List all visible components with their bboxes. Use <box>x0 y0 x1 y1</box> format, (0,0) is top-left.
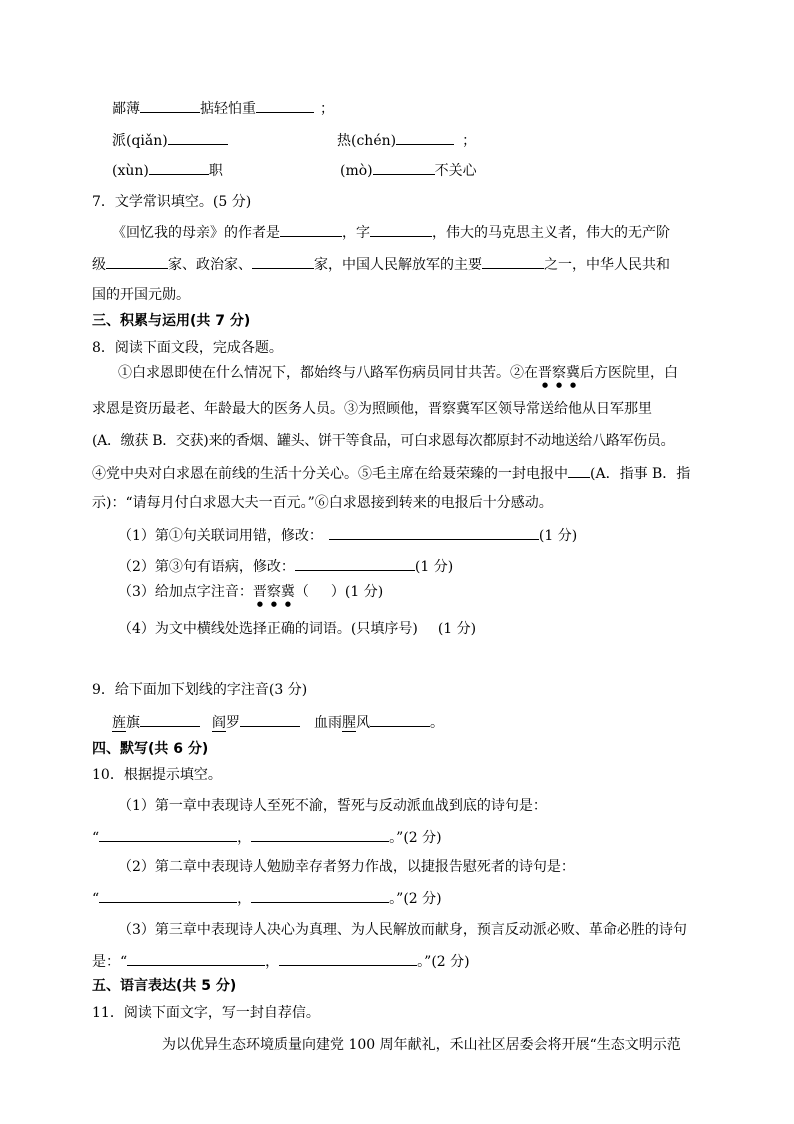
q7-line-1 <box>112 223 670 242</box>
q6-word-buguanxin: 不关心 <box>434 163 477 179</box>
q8-text: (A．指事 B．指 <box>590 466 691 482</box>
punct: ； <box>320 101 334 117</box>
q10-title: 10．根据提示填空。 <box>92 767 222 783</box>
answer-blank[interactable] <box>568 464 590 478</box>
q8-sub-text: （1）第①句关联词用错，修改： <box>118 528 323 544</box>
q6-row-3 <box>112 161 223 180</box>
answer-blank[interactable] <box>279 952 417 966</box>
quote: “ <box>92 830 100 846</box>
q6-word-zhi: 职 <box>208 163 223 179</box>
answer-blank[interactable] <box>240 713 300 727</box>
q10-blank-line-2 <box>92 889 442 908</box>
q11-title: 11．阅读下面文字，写一封自荐信。 <box>92 1005 320 1021</box>
q6-row-2 <box>112 131 228 150</box>
score: ）(1 分) <box>330 584 384 600</box>
q8-para-line-4 <box>92 464 690 483</box>
q7-text: ，伟大的马克思主义者，伟大的无产阶 <box>432 225 670 241</box>
answer-blank[interactable] <box>99 889 237 903</box>
q6-row-3b <box>340 161 477 180</box>
q8-sub-1 <box>118 526 577 545</box>
q7-text: 《回忆我的母亲》的作者是 <box>112 225 280 241</box>
q6-word-xun: (xùn) <box>112 163 149 179</box>
q8-title: 8．阅读下面文段，完成各题。 <box>92 340 283 356</box>
answer-blank[interactable] <box>280 223 342 237</box>
answer-blank[interactable] <box>99 828 237 842</box>
q10-sub-1: （1）第一章中表现诗人至死不渝，誓死与反动派血战到底的诗句是： <box>118 798 547 814</box>
punct: 。 <box>430 715 444 731</box>
score: 。”(2 分) <box>389 830 442 846</box>
dotted-word: 晋察冀 <box>538 365 580 381</box>
section-5-heading: 五、语言表达(共 5 分) <box>92 978 237 994</box>
answer-blank[interactable] <box>482 255 544 269</box>
q9-text: 血雨 <box>314 715 342 731</box>
punct: ， <box>265 954 280 970</box>
q6-row-2b <box>337 131 476 150</box>
answer-blank[interactable] <box>256 99 314 113</box>
score: 。”(2 分) <box>417 954 470 970</box>
section-4-heading: 四、默写(共 6 分) <box>92 741 209 757</box>
q10-blank-line-1 <box>92 828 442 847</box>
q9-text: 旗 <box>126 715 140 731</box>
q7-text: ，字 <box>342 225 370 241</box>
q6-word-mo: (mò) <box>340 163 373 179</box>
q7-title: 7．文学常识填空。(5 分) <box>92 194 252 210</box>
paren: （ <box>294 584 309 600</box>
answer-blank[interactable] <box>140 99 200 113</box>
underlined-char: 阎 <box>212 715 226 731</box>
answer-blank[interactable] <box>295 557 415 571</box>
score: 。”(2 分) <box>389 891 442 907</box>
underlined-char: 腥 <box>342 715 356 731</box>
answer-blank[interactable] <box>168 131 228 145</box>
punct: ， <box>237 891 252 907</box>
answer-blank[interactable] <box>140 713 200 727</box>
q7-text: 级 <box>92 257 106 273</box>
q10-blank-line-3 <box>92 952 470 971</box>
q8-text: ①白求恩即使在什么情况下，都始终与八路军伤病员同甘共苦。②在 <box>118 365 538 381</box>
score: (1 分) <box>538 528 578 544</box>
quote: “ <box>92 891 100 907</box>
q6-word-paiqian: 派(qiǎn) <box>112 133 168 149</box>
q7-line-2 <box>92 255 670 274</box>
q10-sub-3: （3）第三章中表现诗人决心为真理、为人民解放而献身，预言反动派必败、革命必胜的诗句 <box>118 922 687 938</box>
q8-sub-2 <box>118 557 453 576</box>
q10-sub-2: （2）第二章中表现诗人勉励幸存者努力作战，以捷报告慰死者的诗句是： <box>118 859 575 875</box>
answer-blank[interactable] <box>251 828 389 842</box>
q10-text: 是： <box>92 954 120 970</box>
answer-blank[interactable] <box>396 131 454 145</box>
q7-line-3: 国的开国元勋。 <box>92 287 190 303</box>
q8-para-line-2: 求恩是资历最老、年龄最大的医务人员。③为照顾他，晋察冀军区领导常送给他从日军那里 <box>92 401 652 417</box>
q7-text: 家，中国人民解放军的主要 <box>314 257 482 273</box>
q11-para-line-1: 为以优异生态环境质量向建党 100 周年献礼，禾山社区居委会将开展“生态文明示范 <box>162 1037 681 1053</box>
section-3-heading: 三、积累与运用(共 7 分) <box>92 313 251 329</box>
underlined-char: 旌 <box>112 715 126 731</box>
q9-title: 9．给下面加下划线的字注音(3 分) <box>92 682 308 698</box>
answer-blank[interactable] <box>149 161 209 175</box>
q8-sub-text: （4）为文中横线处选择正确的词语。(只填序号) <box>118 621 418 637</box>
answer-blank[interactable] <box>127 952 265 966</box>
q8-sub-text: （2）第③句有语病，修改： <box>118 559 295 575</box>
q6-word-dianqing: 掂轻怕重 <box>200 101 256 117</box>
q6-word-rechen: 热(chén) <box>337 133 397 149</box>
q8-sub-text: （3）给加点字注音： <box>118 584 253 600</box>
q8-para-line-3: (A．缴获 B．交获)来的香烟、罐头、饼干等食品，可白求恩每次都原封不动地送给八路军伤员。 <box>92 433 675 449</box>
q8-text: ④党中央对白求恩在前线的生活十分关心。⑤毛主席在给聂荣臻的一封电报中 <box>92 466 568 482</box>
dotted-word: 晋察冀 <box>252 584 295 600</box>
q7-text: 之一，中华人民共和 <box>544 257 670 273</box>
q8-para-line-5: 示)：“请每月付白求恩大夫一百元。”⑥白求恩接到转来的电报后十分感动。 <box>92 495 553 511</box>
q9-words <box>112 713 444 732</box>
answer-blank[interactable] <box>106 255 168 269</box>
quote: “ <box>120 954 128 970</box>
q8-text: 后方医院里，白 <box>580 365 678 381</box>
punct: ； <box>462 133 477 149</box>
answer-blank[interactable] <box>251 889 389 903</box>
q6-word-bibo: 鄙薄 <box>112 101 140 117</box>
q6-row-1 <box>112 99 334 118</box>
answer-blank[interactable] <box>370 223 432 237</box>
answer-blank[interactable] <box>252 255 314 269</box>
answer-blank[interactable] <box>329 526 539 540</box>
score: (1 分) <box>437 621 477 637</box>
q8-sub-4 <box>118 620 476 638</box>
score: (1 分) <box>414 559 454 575</box>
q7-text: 家、政治家、 <box>168 257 252 273</box>
q9-text: 罗 <box>226 715 240 731</box>
q8-para-line-1 <box>118 364 678 389</box>
punct: ， <box>237 830 252 846</box>
answer-blank[interactable] <box>370 713 430 727</box>
answer-blank[interactable] <box>373 161 435 175</box>
q8-sub-3 <box>118 583 383 608</box>
q9-text: 风 <box>356 715 370 731</box>
